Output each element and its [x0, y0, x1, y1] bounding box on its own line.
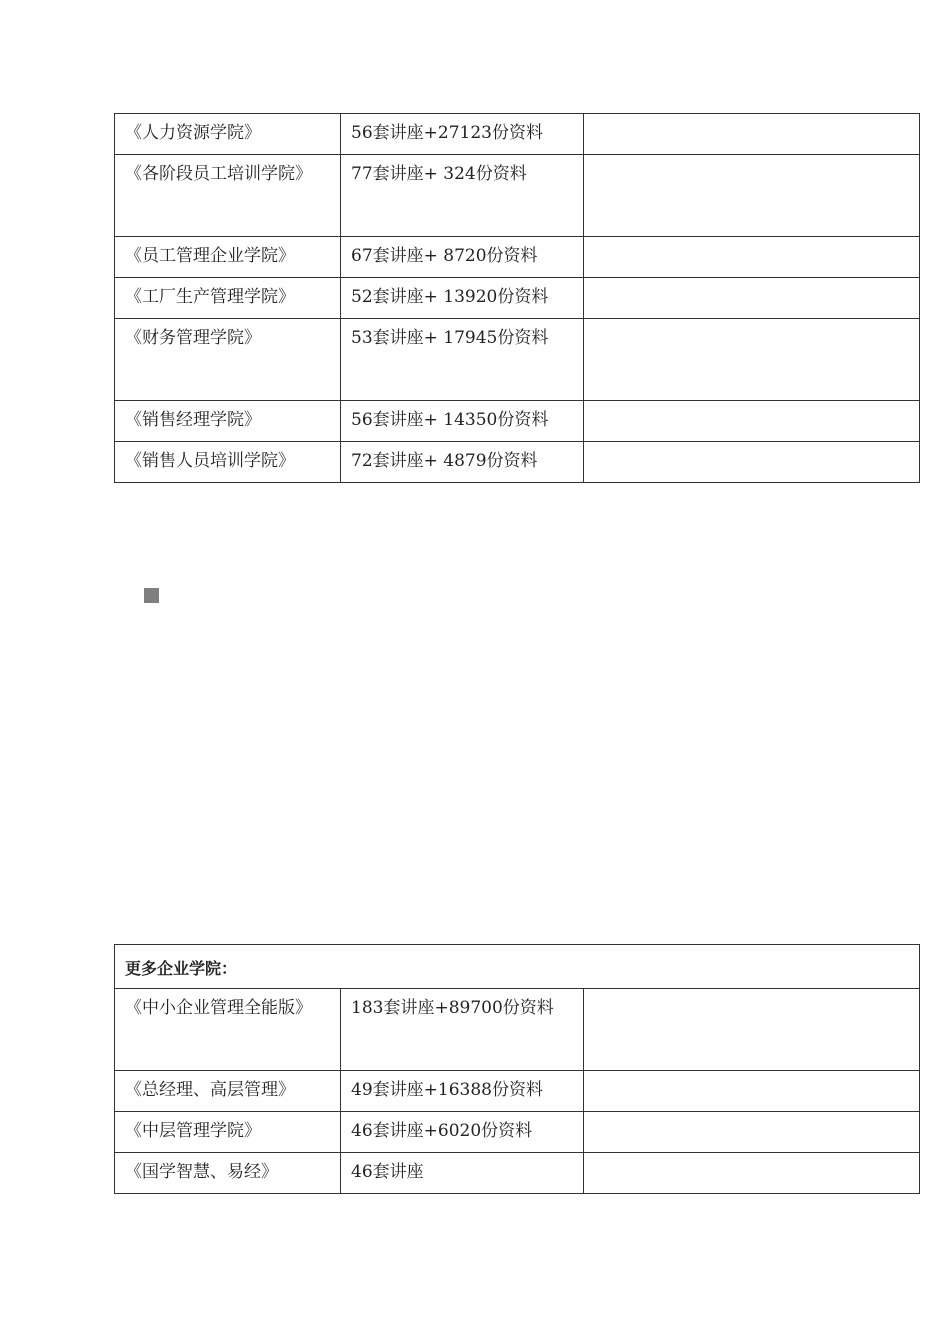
table-row: [115, 319, 920, 401]
academy-name: 《员工管理企业学院》: [115, 237, 341, 278]
academy-count: 53套讲座+ 17945份资料: [341, 319, 584, 401]
academy-count: 52套讲座+ 13920份资料: [341, 278, 584, 319]
academy-extra: [584, 442, 920, 483]
academy-count: 72套讲座+ 4879份资料: [341, 442, 584, 483]
academy-name: 《销售人员培训学院》: [115, 442, 341, 483]
academy-name: 《销售经理学院》: [115, 401, 341, 442]
table-header-row: [115, 945, 920, 989]
academy-name: 《人力资源学院》: [115, 114, 341, 155]
academy-extra: [584, 401, 920, 442]
academy-name: 《工厂生产管理学院》: [115, 278, 341, 319]
square-bullet-icon: [144, 588, 159, 603]
academy-count: 67套讲座+ 8720份资料: [341, 237, 584, 278]
table-row: [115, 1071, 920, 1112]
academy-table-bottom: [114, 944, 920, 1194]
academy-count: 46套讲座: [341, 1153, 584, 1194]
table-row: [115, 442, 920, 483]
table-row: [115, 237, 920, 278]
table-row: [115, 114, 920, 155]
academy-count: 56套讲座+ 14350份资料: [341, 401, 584, 442]
table-row: [115, 155, 920, 237]
academy-extra: [584, 1153, 920, 1194]
table-row: [115, 401, 920, 442]
academy-count: 56套讲座+27123份资料: [341, 114, 584, 155]
table-header: 更多企业学院：: [115, 945, 920, 989]
academy-extra: [584, 1112, 920, 1153]
academy-count: 46套讲座+6020份资料: [341, 1112, 584, 1153]
academy-extra: [584, 1071, 920, 1112]
table-row: [115, 989, 920, 1071]
academy-extra: [584, 278, 920, 319]
academy-name: 《总经理、高层管理》: [115, 1071, 341, 1112]
academy-extra: [584, 237, 920, 278]
table-row: [115, 278, 920, 319]
table-row: [115, 1153, 920, 1194]
academy-extra: [584, 319, 920, 401]
academy-count: 77套讲座+ 324份资料: [341, 155, 584, 237]
academy-count: 183套讲座+89700份资料: [341, 989, 584, 1071]
academy-name: 《中层管理学院》: [115, 1112, 341, 1153]
academy-extra: [584, 989, 920, 1071]
table-row: [115, 1112, 920, 1153]
academy-name: 《各阶段员工培训学院》: [115, 155, 341, 237]
academy-name: 《国学智慧、易经》: [115, 1153, 341, 1194]
academy-extra: [584, 155, 920, 237]
academy-count: 49套讲座+16388份资料: [341, 1071, 584, 1112]
academy-name: 《中小企业管理全能版》: [115, 989, 341, 1071]
academy-name: 《财务管理学院》: [115, 319, 341, 401]
academy-table-top: [114, 113, 920, 483]
academy-extra: [584, 114, 920, 155]
